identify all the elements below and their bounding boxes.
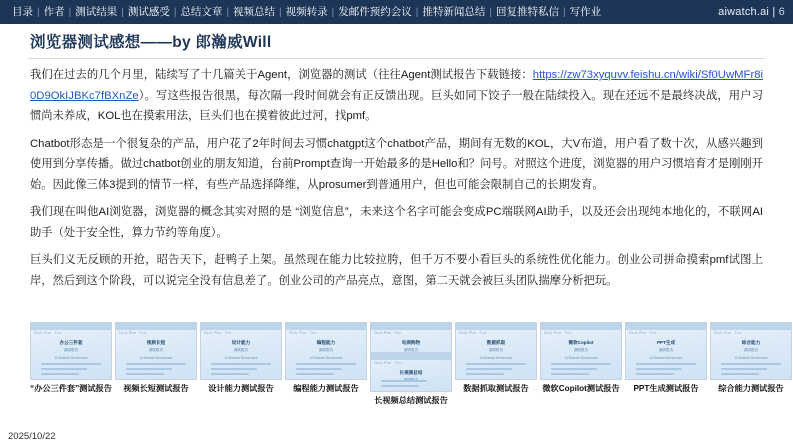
thumbnail-image [285,322,367,380]
top-navigation-bar [0,0,793,24]
thumbnail-card-coding-ability[interactable] [285,322,367,394]
thumbnail-header-band [201,323,281,330]
thumbnail-title: 综合能力 [741,340,761,345]
thumbnail-line [126,373,164,375]
page-number: 6 [778,6,785,18]
nav-item-homework[interactable]: 写作业 [569,6,602,18]
nav-separator: | [226,6,230,18]
thumbnail-subtitle: 测试报告 [743,348,759,352]
thumbnail-caption: 设计能力测试报告 [208,384,274,393]
thumbnail-subtitle: 测试报告 [148,348,164,352]
paragraph-1-text-b: ）。写这些报告很黑，每次隔一段时间就会有正反馈出现。巨头如同下饺子一般在陆续投入。现在还远不是最终决战，用户习惯尚未养成，KOL也在摸索用法，巨头们也在摸着彼此过河，找pmf。 [30,89,763,122]
thumbnail-line [551,373,589,375]
nav-separator: | [68,6,72,18]
thumbnail-title: 电商购物 [401,340,421,345]
nav-item-video-summary[interactable]: 视频总结 [233,6,276,18]
thumbnail-caption: “办公三件套”测试报告 [30,384,112,393]
thumbnail-header-band [371,353,451,360]
nav-item-twitter-news-summary[interactable]: 推特新闻总结 [422,6,486,18]
paragraph-4: 巨头们义无反顾的开抢，昭告天下，赶鸭子上架。虽然现在能力比较拉胯，但千万不要小看巨头的系统性优化能力。创业公司拼命摸索pmf试图上岸，然后到这个阶段，可以说完全没有信息差了。创业公司的产品亮点，意图，第二天就会被巨头团队揣摩分析把玩。 [30,254,763,287]
page-title: 浏览器测试感想——by 郎瀚威Will [30,34,272,51]
footer-date: 2025/10/22 [8,431,56,442]
report-thumbnail-strip [30,322,784,440]
thumbnail-note: AI Browser Benchmark [479,356,513,360]
thumbnail-subtitle: 测试报告 [63,348,79,352]
nav-separator: | [279,6,282,18]
nav-item-video-transcript[interactable]: 视频转录 [285,6,328,18]
thumbnail-watermark: Daily Plan · Test [629,331,657,335]
thumbnail-subtitle: 测试报告 [233,348,249,352]
thumbnail-line [636,363,696,365]
thumbnail-line [721,373,759,375]
thumbnail-watermark: Daily Plan · Test [34,331,62,335]
thumbnail-line [41,373,79,375]
nav-item-twitter-dm-reply[interactable]: 回复推特私信 [495,6,559,18]
thumbnail-caption: 长视频总结测试报告 [374,396,448,405]
thumbnail-caption: 数据抓取测试报告 [463,384,529,393]
thumbnail-title: 数据抓取 [486,340,506,345]
thumbnail-line [211,368,257,370]
thumbnail-line [211,373,249,375]
nav-separator: | [489,6,492,18]
thumbnail-card-video-length[interactable] [115,322,197,394]
thumbnail-subtitle: 测试报告 [403,348,419,352]
thumbnail-title: 办公三件套 [59,340,83,345]
brand-separator: | [772,6,776,18]
thumbnail-line [636,368,682,370]
thumbnail-title: 长视频总结 [399,370,423,375]
thumbnail-header-band [31,323,111,330]
thumbnail-header-band [456,323,536,330]
thumbnail-caption: 视频长短测试报告 [123,384,189,393]
nav-separator: | [562,6,566,18]
thumbnail-line [466,373,504,375]
thumbnail-line [636,373,674,375]
nav-item-email-meeting[interactable]: 发邮件预约会议 [338,6,412,18]
paragraph-1 [30,65,763,127]
thumbnail-image [625,322,707,380]
thumbnail-card-long-video-summary[interactable] [370,352,452,406]
thumbnail-image [200,322,282,380]
nav-separator: | [37,6,40,18]
thumbnail-line [551,368,597,370]
thumbnail-image [710,322,792,380]
thumbnail-subtitle: 测试报告 [573,348,589,352]
nav-item-summary-article[interactable]: 总结文章 [180,6,223,18]
thumbnail-caption: PPT生成测试报告 [633,384,699,393]
thumbnail-line [211,363,271,365]
thumbnail-line [721,368,767,370]
thumbnail-watermark: Daily Plan · Test [119,331,147,335]
thumbnail-card-microsoft-copilot[interactable] [540,322,622,394]
thumbnail-title: PPT生成 [656,340,676,345]
thumbnail-card-overall-ability[interactable] [710,322,792,394]
thumbnail-title: 微软Copilot [568,340,594,345]
nav-item-author[interactable]: 作者 [43,6,65,18]
nav-separator: | [121,6,124,18]
document-body [0,59,793,291]
thumbnail-note: AI Browser Benchmark [649,356,683,360]
thumbnail-subtitle: 测试报告 [318,348,334,352]
thumbnail-card-design-ability[interactable] [200,322,282,394]
thumbnail-watermark: Daily Plan · Test [374,361,402,365]
paragraph-3: 我们现在叫他AI浏览器，浏览器的概念其实对照的是 “浏览信息”，未来这个名字可能会变成PC端联网AI助手，以及还会出现纯本地化的，不联网AI助手（处于安全性，算力节约等角度）。 [30,206,763,239]
thumbnail-card-ppt-generation[interactable] [625,322,707,394]
thumbnail-line [381,385,419,387]
thumbnail-image [540,322,622,380]
thumbnail-note: AI Browser Benchmark [54,356,88,360]
thumbnail-header-band [286,323,366,330]
brand-name: aiwatch.ai [718,6,770,18]
thumbnail-title: 视频长短 [146,340,166,345]
thumbnail-subtitle: 测试报告 [658,348,674,352]
thumbnail-watermark: Daily Plan · Test [204,331,232,335]
thumbnail-line [126,368,172,370]
feishu-wiki-link[interactable]: https://zw73xyquvv.feishu.cn/wiki/Sf0UwMFr8i0D9OkIJBKc7fBXnZe [30,69,763,102]
nav-separator: | [173,6,177,18]
thumbnail-note: AI Browser Benchmark [309,356,343,360]
thumbnail-header-band [541,323,621,330]
thumbnail-header-band [626,323,706,330]
thumbnail-header-band [371,323,451,330]
thumbnail-line [296,373,334,375]
thumbnail-line [296,363,356,365]
thumbnail-watermark: Daily Plan · Test [714,331,742,335]
thumbnail-line [721,363,781,365]
thumbnail-card-office-suite[interactable] [30,322,112,394]
thumbnail-line [466,368,512,370]
nav-separator: | [415,6,419,18]
thumbnail-line [466,363,526,365]
nav-item-test-impressions[interactable]: 测试感受 [127,6,170,18]
nav-separator: | [331,6,335,18]
thumbnail-image [115,322,197,380]
thumbnail-image [370,352,452,392]
nav-item-test-results[interactable]: 测试结果 [75,6,118,18]
thumbnail-line [126,363,186,365]
title-section [0,24,793,54]
thumbnail-line [551,363,611,365]
paragraph-2: Chatbot形态是一个很复杂的产品，用户花了2年时间去习惯chatgpt这个chatbot产品，期间有无数的KOL，大V布道，用户看了数十次，从感兴趣到使用到分享传播。做过chatbot创业的朋友知道，台前Prompt查询一开始最多的是Hello和？问号。对照这个进度，浏览器的用户习惯培育才是刚刚开始。因此像三体3提到的情节一样，有些产品选择降维，从prosumer到普通用户，但也可能会限制自己的长期发育。 [30,137,763,191]
thumbnail-line [296,368,342,370]
thumbnail-image [455,322,537,380]
thumbnail-caption: 微软Copilot测试报告 [542,384,620,393]
thumbnail-note: AI Browser Benchmark [224,356,258,360]
nav-item-contents[interactable]: 目录 [12,6,33,18]
brand-label [708,6,785,18]
paragraph-1-text-a: 我们在过去的几个月里，陆续写了十几篇关于Agent，浏览器的测试（往往Agent测试报告下载链接： [30,69,533,81]
thumbnail-note: AI Browser Benchmark [139,356,173,360]
thumbnail-watermark: Daily Plan · Test [289,331,317,335]
thumbnail-subtitle: 测试报告 [488,348,504,352]
thumbnail-caption: 综合能力测试报告 [718,384,784,393]
thumbnail-title: 设计能力 [231,340,251,345]
thumbnail-header-band [711,323,791,330]
nav-item-list [8,0,708,24]
thumbnail-watermark: Daily Plan · Test [374,331,402,335]
thumbnail-note: AI Browser Benchmark [564,356,598,360]
thumbnail-header-band [116,323,196,330]
thumbnail-image [30,322,112,380]
thumbnail-card-data-scraping[interactable] [455,322,537,394]
thumbnail-line [381,380,427,382]
thumbnail-title: 编程能力 [316,340,336,345]
thumbnail-note: AI Browser Benchmark [734,356,768,360]
thumbnail-line [41,368,87,370]
thumbnail-line [41,363,101,365]
thumbnail-caption: 编程能力测试报告 [293,384,359,393]
thumbnail-watermark: Daily Plan · Test [544,331,572,335]
thumbnail-watermark: Daily Plan · Test [459,331,487,335]
